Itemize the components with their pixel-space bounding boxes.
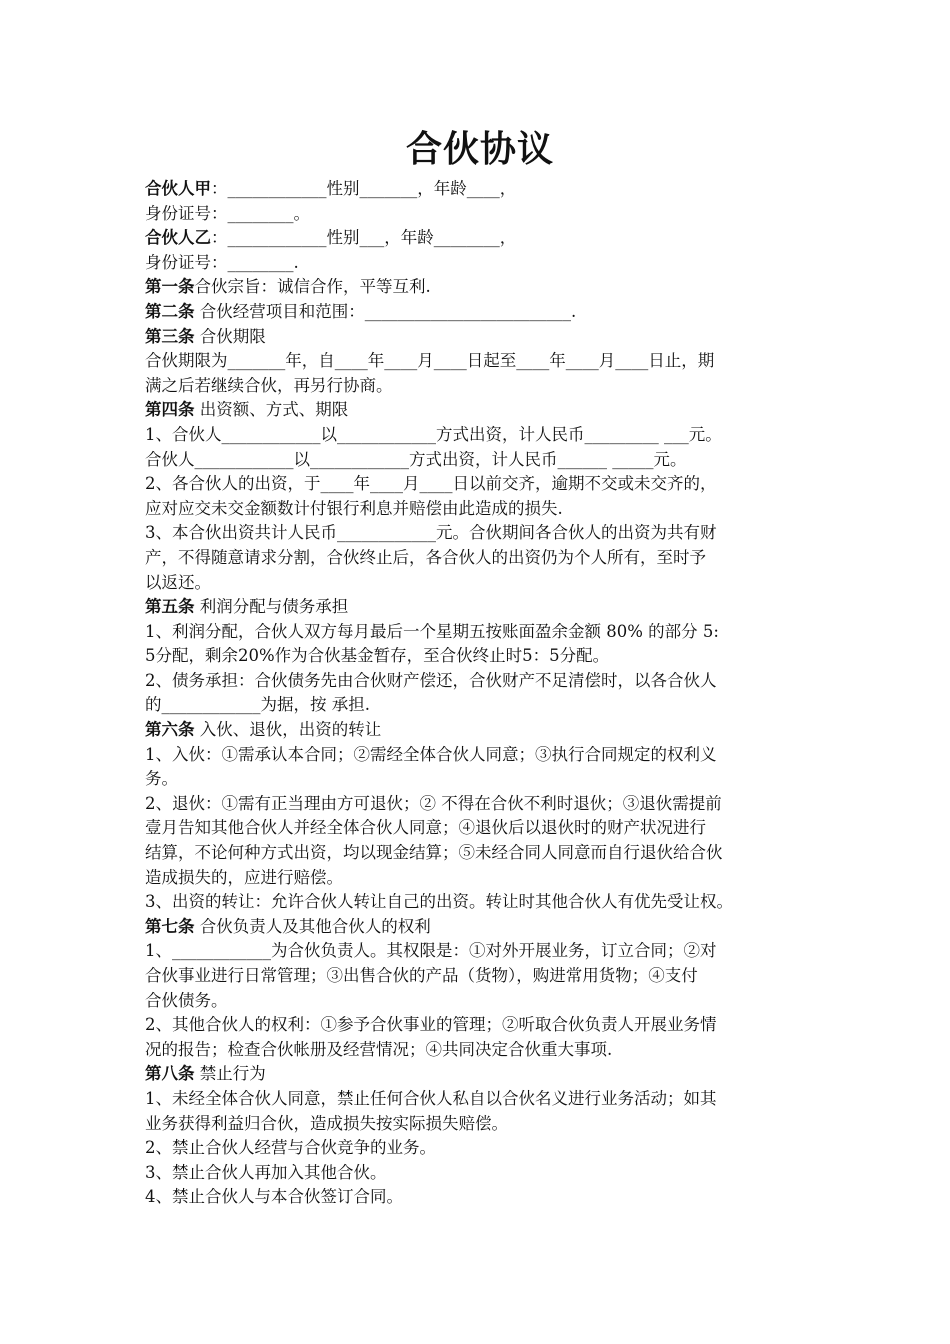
contract-page <box>145 126 815 1210</box>
article-4-line: 3、本合伙出资共计人民币____________元。合伙期间各合伙人的出资为共有财 <box>145 523 717 543</box>
article-8-line: 3、禁止合伙人再加入其他合伙。 <box>145 1162 387 1182</box>
party-b-label: 合伙人乙 <box>145 228 211 248</box>
party-a-fields: ：____________性别_______，年龄____， <box>211 179 517 198</box>
article-6-line: 3、出资的转让：允许合伙人转让自己的出资。转让时其他合伙人有优先受让权。 <box>145 892 733 912</box>
article-7-title: 合伙负责人及其他合伙人的权利 <box>194 916 431 936</box>
article-1-heading: 第一条 <box>145 277 195 297</box>
article-7-line: 况的报告；检查合伙帐册及经营情况；④共同决定合伙重大事项. <box>145 1039 613 1059</box>
article-3-line: 合伙期限为_______年，自____年____月____日起至____年____月____日止，期 <box>145 351 715 371</box>
article-4-heading: 第四条 <box>145 400 195 420</box>
article-8-heading-line <box>145 1062 815 1087</box>
article-6-line: 造成损失的，应进行赔偿。 <box>145 867 343 887</box>
article-7-line: 合伙债务。 <box>145 990 228 1010</box>
article-5-heading: 第五条 <box>145 597 195 617</box>
article-6-title: 入伙、退伙，出资的转让 <box>194 720 382 740</box>
article-5-line: 5分配，剩余20%作为合伙基金暂存，至合伙终止时5：5分配。 <box>145 646 610 666</box>
article-7-heading-line <box>145 915 815 940</box>
article-6-line: 务。 <box>145 769 178 789</box>
document-title: 合伙协议 <box>405 129 554 170</box>
article-5-title: 利润分配与债务承担 <box>194 597 349 617</box>
article-8-line: 4、禁止合伙人与本合伙签订合同。 <box>145 1187 403 1207</box>
article-4-line: 1、合伙人____________以____________方式出资，计人民币_________ ___元。 <box>145 424 722 444</box>
article-5-heading-line <box>145 595 815 620</box>
party-b-id-line: 身份证号：________. <box>145 252 299 272</box>
article-5-line: 2、债务承担：合伙债务先由合伙财产偿还，合伙财产不足清偿时，以各合伙人 <box>145 670 717 690</box>
article-3-heading-line <box>145 325 815 350</box>
article-7-heading: 第七条 <box>145 916 195 936</box>
article-5-line: 1、利润分配，合伙人双方每月最后一个星期五按账面盈余金额 80% 的部分 5: <box>145 621 719 641</box>
article-6-line: 结算，不论何种方式出资，均以现金结算；⑤未经合同人同意而自行退伙给合伙 <box>145 843 723 863</box>
party-a-label: 合伙人甲 <box>145 179 211 198</box>
article-2 <box>145 300 815 325</box>
article-8-title: 禁止行为 <box>194 1064 266 1084</box>
article-1 <box>145 275 815 300</box>
article-6-line: 2、退伙：①需有正当理由方可退伙；② 不得在合伙不利时退伙；③退伙需提前 <box>145 793 722 813</box>
article-3-title: 合伙期限 <box>194 326 266 346</box>
article-7-line: 1、____________为合伙负责人。其权限是：①对外开展业务，订立合同；②对 <box>145 941 717 961</box>
article-4-line: 产，不得随意请求分割，合伙终止后，各合伙人的出资仍为个人所有，至时予 <box>145 547 706 567</box>
article-3-heading: 第三条 <box>145 326 195 346</box>
article-8-line: 业务获得利益归合伙，造成损失按实际损失赔偿。 <box>145 1113 508 1133</box>
party-a-line <box>145 177 815 202</box>
article-4-heading-line <box>145 398 815 423</box>
article-2-text: 合伙经营项目和范围：_________________________. <box>194 301 577 321</box>
article-6-line: 壹月告知其他合伙人并经全体合伙人同意；④退伙后以退伙时的财产状况进行 <box>145 818 706 838</box>
article-6-heading: 第六条 <box>145 720 195 740</box>
article-2-heading: 第二条 <box>145 301 195 321</box>
article-4-line: 以返还。 <box>145 572 211 592</box>
party-b-line <box>145 226 815 251</box>
article-1-text: 合伙宗旨：诚信合作，平等互利. <box>194 277 431 297</box>
article-4-line: 应对应交未交金额数计付银行利息并赔偿由此造成的损失. <box>145 498 563 518</box>
article-4-line: 2、各合伙人的出资，于____年____月____日以前交齐，逾期不交或未交齐的， <box>145 474 717 494</box>
article-6-line: 1、入伙：①需承认本合同；②需经全体合伙人同意；③执行合同规定的权利义 <box>145 744 717 764</box>
article-8-heading: 第八条 <box>145 1064 195 1084</box>
party-b-fields: ：____________性别___，年龄________， <box>211 228 517 248</box>
article-4-line: 合伙人____________以____________方式出资，计人民币______ _____元。 <box>145 449 687 469</box>
article-7-line: 合伙事业进行日常管理；③出售合伙的产品（货物），购进常用货物；④支付 <box>145 966 698 985</box>
party-a-id-line: 身份证号：________。 <box>145 203 310 223</box>
article-8-line: 2、禁止合伙人经营与合伙竞争的业务。 <box>145 1138 436 1158</box>
article-6-heading-line <box>145 718 815 743</box>
article-5-line: 的____________为据，按 承担. <box>145 695 370 715</box>
article-4-title: 出资额、方式、期限 <box>194 400 349 420</box>
article-3-line: 满之后若继续合伙，再另行协商。 <box>145 375 393 395</box>
article-7-line: 2、其他合伙人的权利：①参予合伙事业的管理；②听取合伙负责人开展业务情 <box>145 1015 717 1035</box>
article-8-line: 1、未经全体合伙人同意，禁止任何合伙人私自以合伙名义进行业务活动；如其 <box>145 1088 717 1108</box>
